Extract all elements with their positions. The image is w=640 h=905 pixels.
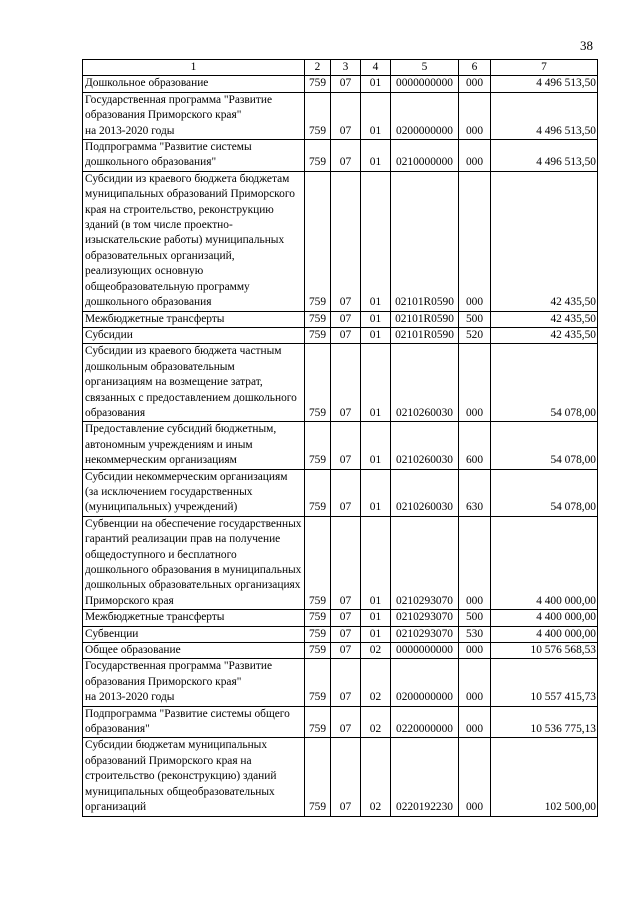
table-row	[83, 327, 598, 343]
row-section: 07	[331, 610, 361, 626]
row-ministry-code: 759	[305, 344, 331, 422]
header-cell: 7	[491, 60, 598, 76]
table-row	[83, 344, 598, 422]
table-header-row	[83, 60, 598, 76]
row-amount: 54 078,00	[491, 422, 598, 469]
row-ministry-code: 759	[305, 171, 331, 311]
row-description: Межбюджетные трансферты	[83, 610, 305, 626]
header-cell: 2	[305, 60, 331, 76]
row-subsection: 01	[361, 171, 391, 311]
row-ministry-code: 759	[305, 327, 331, 343]
row-ministry-code: 759	[305, 140, 331, 172]
row-target-article: 0200000000	[391, 92, 459, 139]
row-amount: 4 400 000,00	[491, 626, 598, 642]
header-cell: 4	[361, 60, 391, 76]
row-expense-type: 000	[459, 92, 491, 139]
row-section: 07	[331, 626, 361, 642]
row-subsection: 01	[361, 140, 391, 172]
row-ministry-code: 759	[305, 92, 331, 139]
row-ministry-code: 759	[305, 469, 331, 516]
row-expense-type: 000	[459, 76, 491, 92]
row-target-article: 0210293070	[391, 516, 459, 609]
row-expense-type: 520	[459, 327, 491, 343]
row-subsection: 02	[361, 643, 391, 659]
row-target-article: 0000000000	[391, 76, 459, 92]
row-ministry-code: 759	[305, 610, 331, 626]
row-ministry-code: 759	[305, 311, 331, 327]
row-section: 07	[331, 516, 361, 609]
table-row	[83, 643, 598, 659]
row-section: 07	[331, 92, 361, 139]
row-amount: 54 078,00	[491, 344, 598, 422]
row-subsection: 01	[361, 76, 391, 92]
row-amount: 42 435,50	[491, 311, 598, 327]
row-description: Субсидии	[83, 327, 305, 343]
row-description: Подпрограмма "Развитие системы дошкольного образования"	[83, 140, 305, 172]
table-row	[83, 92, 598, 139]
row-subsection: 01	[361, 626, 391, 642]
row-description: Субсидии некоммерческим организациям (за исключением государственных (муниципальных) учреждений)	[83, 469, 305, 516]
table-row	[83, 738, 598, 816]
row-description: Субсидии бюджетам муниципальных образований Приморского края на строительство (реконструкцию) зданий муниципальных общеобразовательных организаций	[83, 738, 305, 816]
row-subsection: 01	[361, 344, 391, 422]
header-cell: 1	[83, 60, 305, 76]
table-row	[83, 171, 598, 311]
header-cell: 6	[459, 60, 491, 76]
table-row	[83, 626, 598, 642]
row-expense-type: 000	[459, 516, 491, 609]
row-amount: 42 435,50	[491, 171, 598, 311]
row-subsection: 01	[361, 327, 391, 343]
row-subsection: 01	[361, 311, 391, 327]
row-expense-type: 000	[459, 706, 491, 738]
row-section: 07	[331, 311, 361, 327]
header-cell: 5	[391, 60, 459, 76]
row-target-article: 0210260030	[391, 469, 459, 516]
row-amount: 54 078,00	[491, 469, 598, 516]
row-ministry-code: 759	[305, 738, 331, 816]
row-section: 07	[331, 643, 361, 659]
row-amount: 4 496 513,50	[491, 92, 598, 139]
row-amount: 10 576 568,53	[491, 643, 598, 659]
row-subsection: 02	[361, 738, 391, 816]
row-target-article: 0210000000	[391, 140, 459, 172]
row-subsection: 01	[361, 610, 391, 626]
row-description: Предоставление субсидий бюджетным, автономным учреждениям и иным некоммерческим организациям	[83, 422, 305, 469]
row-amount: 42 435,50	[491, 327, 598, 343]
table-row	[83, 659, 598, 706]
row-ministry-code: 759	[305, 659, 331, 706]
row-target-article: 0000000000	[391, 643, 459, 659]
table-row	[83, 516, 598, 609]
row-ministry-code: 759	[305, 76, 331, 92]
row-section: 07	[331, 76, 361, 92]
row-ministry-code: 759	[305, 422, 331, 469]
row-target-article: 02101R0590	[391, 311, 459, 327]
row-target-article: 0200000000	[391, 659, 459, 706]
page-number: 38	[580, 38, 593, 53]
row-expense-type: 600	[459, 422, 491, 469]
row-section: 07	[331, 422, 361, 469]
row-subsection: 01	[361, 92, 391, 139]
row-subsection: 01	[361, 469, 391, 516]
row-expense-type: 500	[459, 610, 491, 626]
row-subsection: 02	[361, 659, 391, 706]
table-row	[83, 311, 598, 327]
row-section: 07	[331, 327, 361, 343]
row-section: 07	[331, 738, 361, 816]
table-row	[83, 140, 598, 172]
row-target-article: 02101R0590	[391, 171, 459, 311]
row-description: Дошкольное образование	[83, 76, 305, 92]
row-description: Государственная программа "Развитие образования Приморского края" на 2013-2020 годы	[83, 92, 305, 139]
row-amount: 102 500,00	[491, 738, 598, 816]
row-amount: 4 400 000,00	[491, 516, 598, 609]
row-amount: 4 400 000,00	[491, 610, 598, 626]
row-section: 07	[331, 140, 361, 172]
table-row	[83, 469, 598, 516]
row-target-article: 0210260030	[391, 344, 459, 422]
row-ministry-code: 759	[305, 643, 331, 659]
row-description: Межбюджетные трансферты	[83, 311, 305, 327]
row-subsection: 01	[361, 422, 391, 469]
row-description: Государственная программа "Развитие образования Приморского края" на 2013-2020 годы	[83, 659, 305, 706]
table-row	[83, 422, 598, 469]
row-ministry-code: 759	[305, 706, 331, 738]
row-section: 07	[331, 171, 361, 311]
row-amount: 4 496 513,50	[491, 140, 598, 172]
header-cell: 3	[331, 60, 361, 76]
row-section: 07	[331, 469, 361, 516]
row-expense-type: 000	[459, 643, 491, 659]
row-target-article: 0220000000	[391, 706, 459, 738]
row-description: Подпрограмма "Развитие системы общего образования"	[83, 706, 305, 738]
row-subsection: 02	[361, 706, 391, 738]
row-description: Субвенции на обеспечение государственных гарантий реализации прав на получение общедоступного и бесплатного дошкольного образования в муниципальных дошкольных образовательных организациях Приморского края	[83, 516, 305, 609]
row-expense-type: 000	[459, 171, 491, 311]
row-ministry-code: 759	[305, 516, 331, 609]
row-expense-type: 000	[459, 344, 491, 422]
row-description: Субсидии из краевого бюджета частным дошкольным образовательным организациям на возмещение затрат, связанных с предоставлением дошкольного образования	[83, 344, 305, 422]
row-target-article: 02101R0590	[391, 327, 459, 343]
row-target-article: 0220192230	[391, 738, 459, 816]
row-section: 07	[331, 659, 361, 706]
row-expense-type: 000	[459, 659, 491, 706]
row-subsection: 01	[361, 516, 391, 609]
row-amount: 4 496 513,50	[491, 76, 598, 92]
table-row	[83, 610, 598, 626]
row-target-article: 0210293070	[391, 610, 459, 626]
row-expense-type: 000	[459, 140, 491, 172]
table-row	[83, 76, 598, 92]
row-description: Субсидии из краевого бюджета бюджетам муниципальных образований Приморского края на строительство, реконструкцию зданий (в том числе проектно-изыскательские работы) муниципальных образовательных организаций, реализующих основную общеобразовательную программу дошкольного образования	[83, 171, 305, 311]
row-amount: 10 536 775,13	[491, 706, 598, 738]
row-expense-type: 500	[459, 311, 491, 327]
row-section: 07	[331, 706, 361, 738]
row-section: 07	[331, 344, 361, 422]
row-expense-type: 000	[459, 738, 491, 816]
row-expense-type: 530	[459, 626, 491, 642]
row-amount: 10 557 415,73	[491, 659, 598, 706]
row-ministry-code: 759	[305, 626, 331, 642]
row-target-article: 0210260030	[391, 422, 459, 469]
table-row	[83, 706, 598, 738]
row-description: Общее образование	[83, 643, 305, 659]
row-description: Субвенции	[83, 626, 305, 642]
row-expense-type: 630	[459, 469, 491, 516]
row-target-article: 0210293070	[391, 626, 459, 642]
budget-table	[82, 59, 598, 817]
